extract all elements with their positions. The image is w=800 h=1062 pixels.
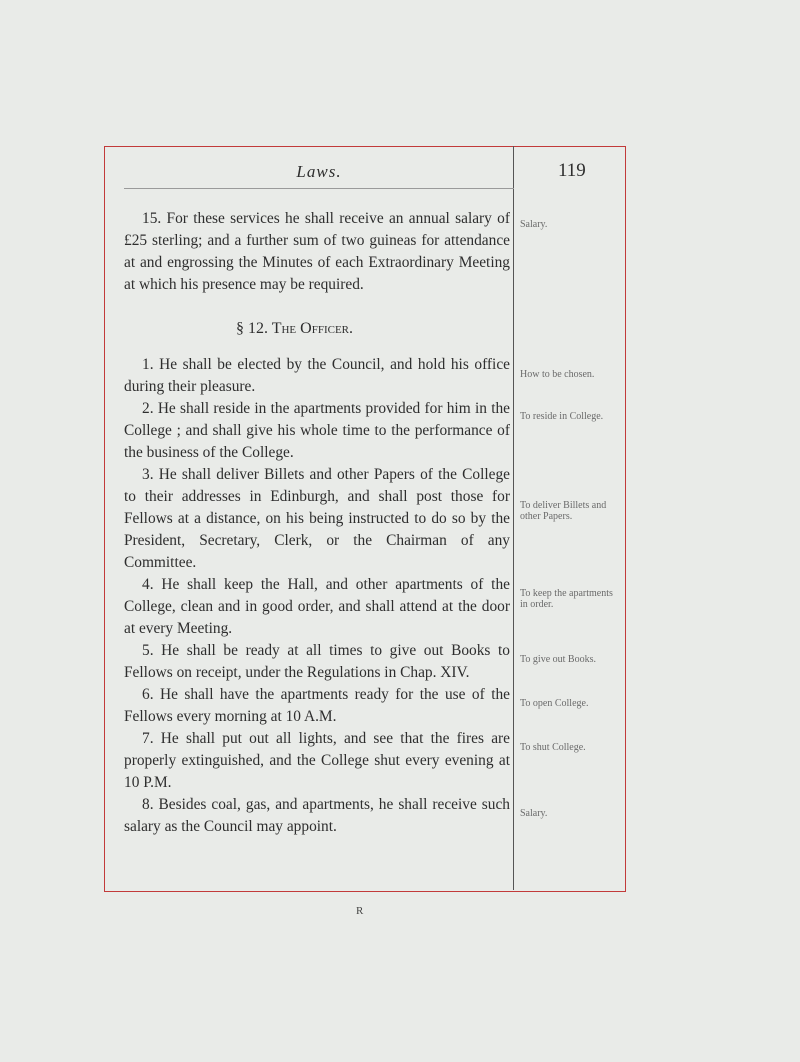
running-title: Laws.: [296, 162, 342, 181]
margin-note-reside: To reside in College.: [520, 411, 604, 422]
section-heading: § 12. The Officer.: [236, 320, 353, 337]
officer-item-5: 5. He shall be ready at all times to give out Books to Fellows on receipt, under the Regulations in Chap. XIV.: [124, 642, 510, 681]
officer-item-1: 1. He shall be elected by the Council, and hold his office during their pleasure.: [124, 356, 510, 395]
officer-item-4: 4. He shall keep the Hall, and other apartments of the College, clean and in good order, and shall attend at the door at every Meeting.: [124, 576, 510, 637]
margin-note-open-college: To open College.: [520, 698, 589, 709]
margin-note-salary: Salary.: [520, 219, 548, 230]
officer-item-3: 3. He shall deliver Billets and other Papers of the College to their addresses in Edinburgh, and shall post those for Fellows at a distance, on his being instructed to do so by the President, Secretary, Clerk, or the Chairman of any Committee.: [124, 466, 510, 571]
margin-note-keep-order: To keep the apartments in order.: [520, 588, 613, 610]
margin-rule: [513, 146, 514, 890]
margin-note-deliver: To deliver Billets and other Papers.: [520, 500, 607, 522]
header-rule: [124, 188, 514, 189]
officer-item-2: 2. He shall reside in the apartments provided for him in the College ; and shall give his whole time to the performance of the business of the College.: [124, 400, 510, 461]
main-text: [124, 208, 510, 838]
margin-note-salary-2: Salary.: [520, 808, 548, 819]
officer-item-7: 7. He shall put out all lights, and see that the fires are properly extinguished, and the College shut every evening at 10 P.M.: [124, 730, 510, 791]
officer-item-8: 8. Besides coal, gas, and apartments, he shall receive such salary as the Council may appoint.: [124, 796, 510, 835]
margin-note-how-chosen: How to be chosen.: [520, 369, 595, 380]
signature-mark: R: [356, 905, 364, 917]
margin-note-shut-college: To shut College.: [520, 742, 586, 753]
page-number: 119: [558, 160, 586, 181]
paragraph-15: 15. For these services he shall receive an annual salary of £25 sterling; and a further sum of two guineas for attendance at and engrossing the Minutes of each Extraordinary Meeting at which his presence may be required.: [124, 210, 510, 293]
margin-note-give-books: To give out Books.: [520, 654, 596, 665]
officer-item-6: 6. He shall have the apartments ready for the use of the Fellows every morning at 10 A.M.: [124, 686, 510, 725]
